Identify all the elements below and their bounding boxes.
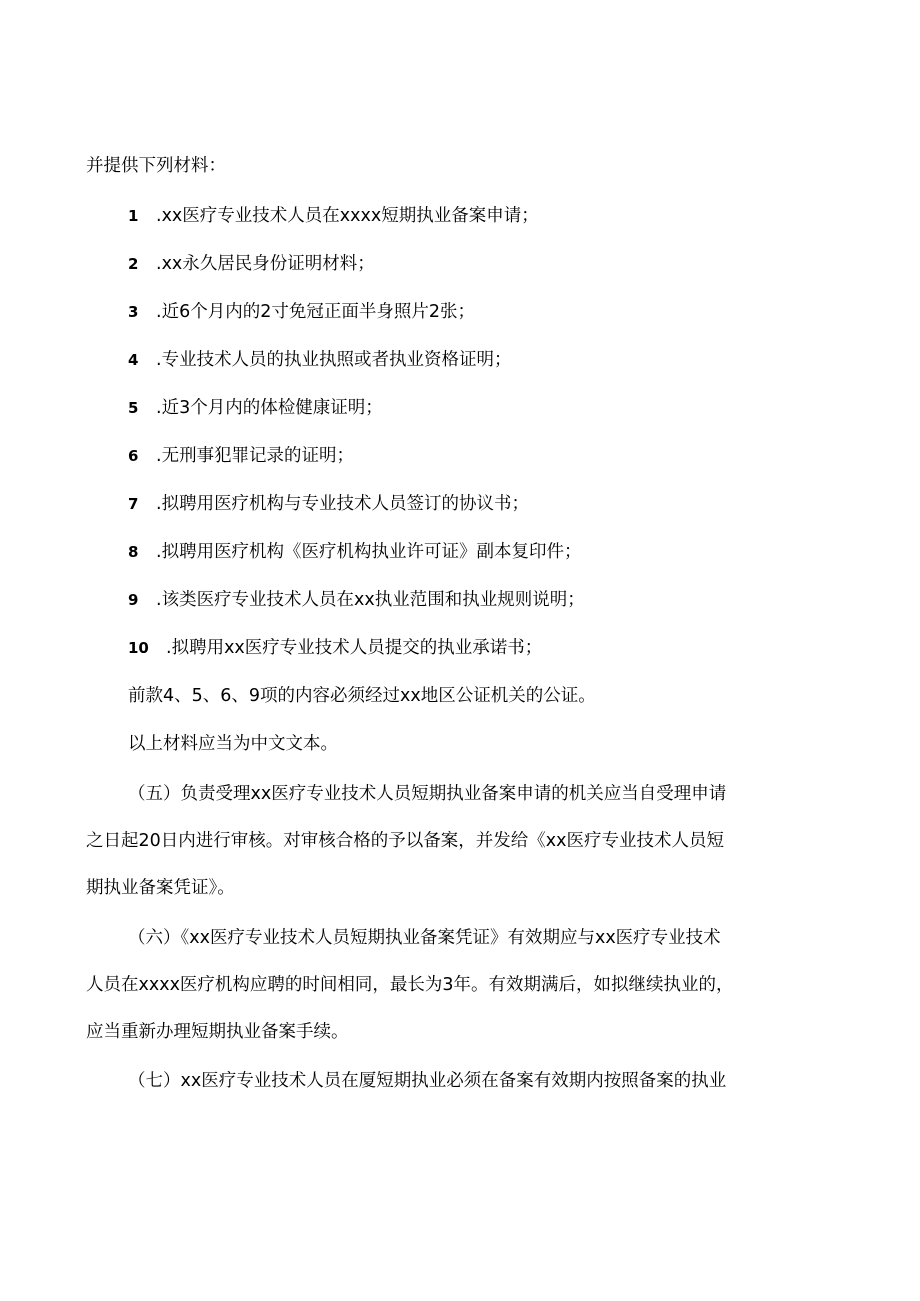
intro-text: 并提供下列材料： [86, 156, 226, 176]
list-item [128, 302, 475, 322]
paragraph-6-line-3: 应当重新办理短期执业备案手续。 [86, 1022, 349, 1042]
list-item [128, 254, 375, 274]
list-item-text: .近6个月内的2寸免冠正面半身照片2张； [156, 302, 475, 322]
paragraph-7-line-1: （七）xx医疗专业技术人员在厦短期执业必须在备案有效期内按照备案的执业 [128, 1071, 727, 1091]
list-item-number: 5 [128, 399, 139, 417]
list-item-text: .拟聘用医疗机构与专业技术人员签订的协议书； [156, 494, 530, 514]
list-item [128, 398, 383, 418]
list-item-number: 7 [128, 495, 139, 513]
list-item-number: 1 [128, 207, 139, 225]
list-item-text: .近3个月内的体检健康证明； [156, 398, 383, 418]
list-item-text: .拟聘用xx医疗专业技术人员提交的执业承诺书； [166, 638, 543, 658]
list-item [128, 350, 512, 370]
list-item-number: 6 [128, 447, 139, 465]
list-item-text: .该类医疗专业技术人员在xx执业范围和执业规则说明； [156, 590, 585, 610]
list-item [128, 494, 529, 514]
paragraph-6-line-2: 人员在xxxx医疗机构应聘的时间相同，最长为3年。有效期满后，如拟继续执业的， [86, 975, 734, 995]
list-item-number: 10 [128, 639, 149, 657]
list-item-number: 9 [128, 591, 139, 609]
list-item-number: 4 [128, 351, 139, 369]
list-item [128, 446, 354, 466]
paragraph-5-line-1: （五）负责受理xx医疗专业技术人员短期执业备案申请的机关应当自受理申请 [128, 784, 727, 804]
list-item [128, 590, 585, 610]
note-chinese-text: 以上材料应当为中文文本。 [128, 734, 338, 754]
paragraph-6-line-1: （六）《xx医疗专业技术人员短期执业备案凭证》有效期应与xx医疗专业技术 [128, 928, 721, 948]
list-item-number: 8 [128, 543, 139, 561]
paragraph-5-line-2: 之日起20日内进行审核。对审核合格的予以备案，并发给《xx医疗专业技术人员短 [86, 831, 724, 851]
list-item-text: .xx医疗专业技术人员在xxxx短期执业备案申请； [156, 206, 539, 226]
list-item [128, 206, 539, 226]
list-item-text: .xx永久居民身份证明材料； [156, 254, 375, 274]
list-item-number: 3 [128, 303, 139, 321]
list-item [128, 638, 542, 658]
list-item-text: .拟聘用医疗机构《医疗机构执业许可证》副本复印件； [156, 542, 582, 562]
list-item-number: 2 [128, 255, 139, 273]
note-notarization: 前款4、5、6、9项的内容必须经过xx地区公证机关的公证。 [128, 686, 596, 706]
list-item-text: .专业技术人员的执业执照或者执业资格证明； [156, 350, 512, 370]
list-item-text: .无刑事犯罪记录的证明； [156, 446, 355, 466]
list-item [128, 542, 582, 562]
paragraph-5-line-3: 期执业备案凭证》。 [86, 878, 235, 898]
